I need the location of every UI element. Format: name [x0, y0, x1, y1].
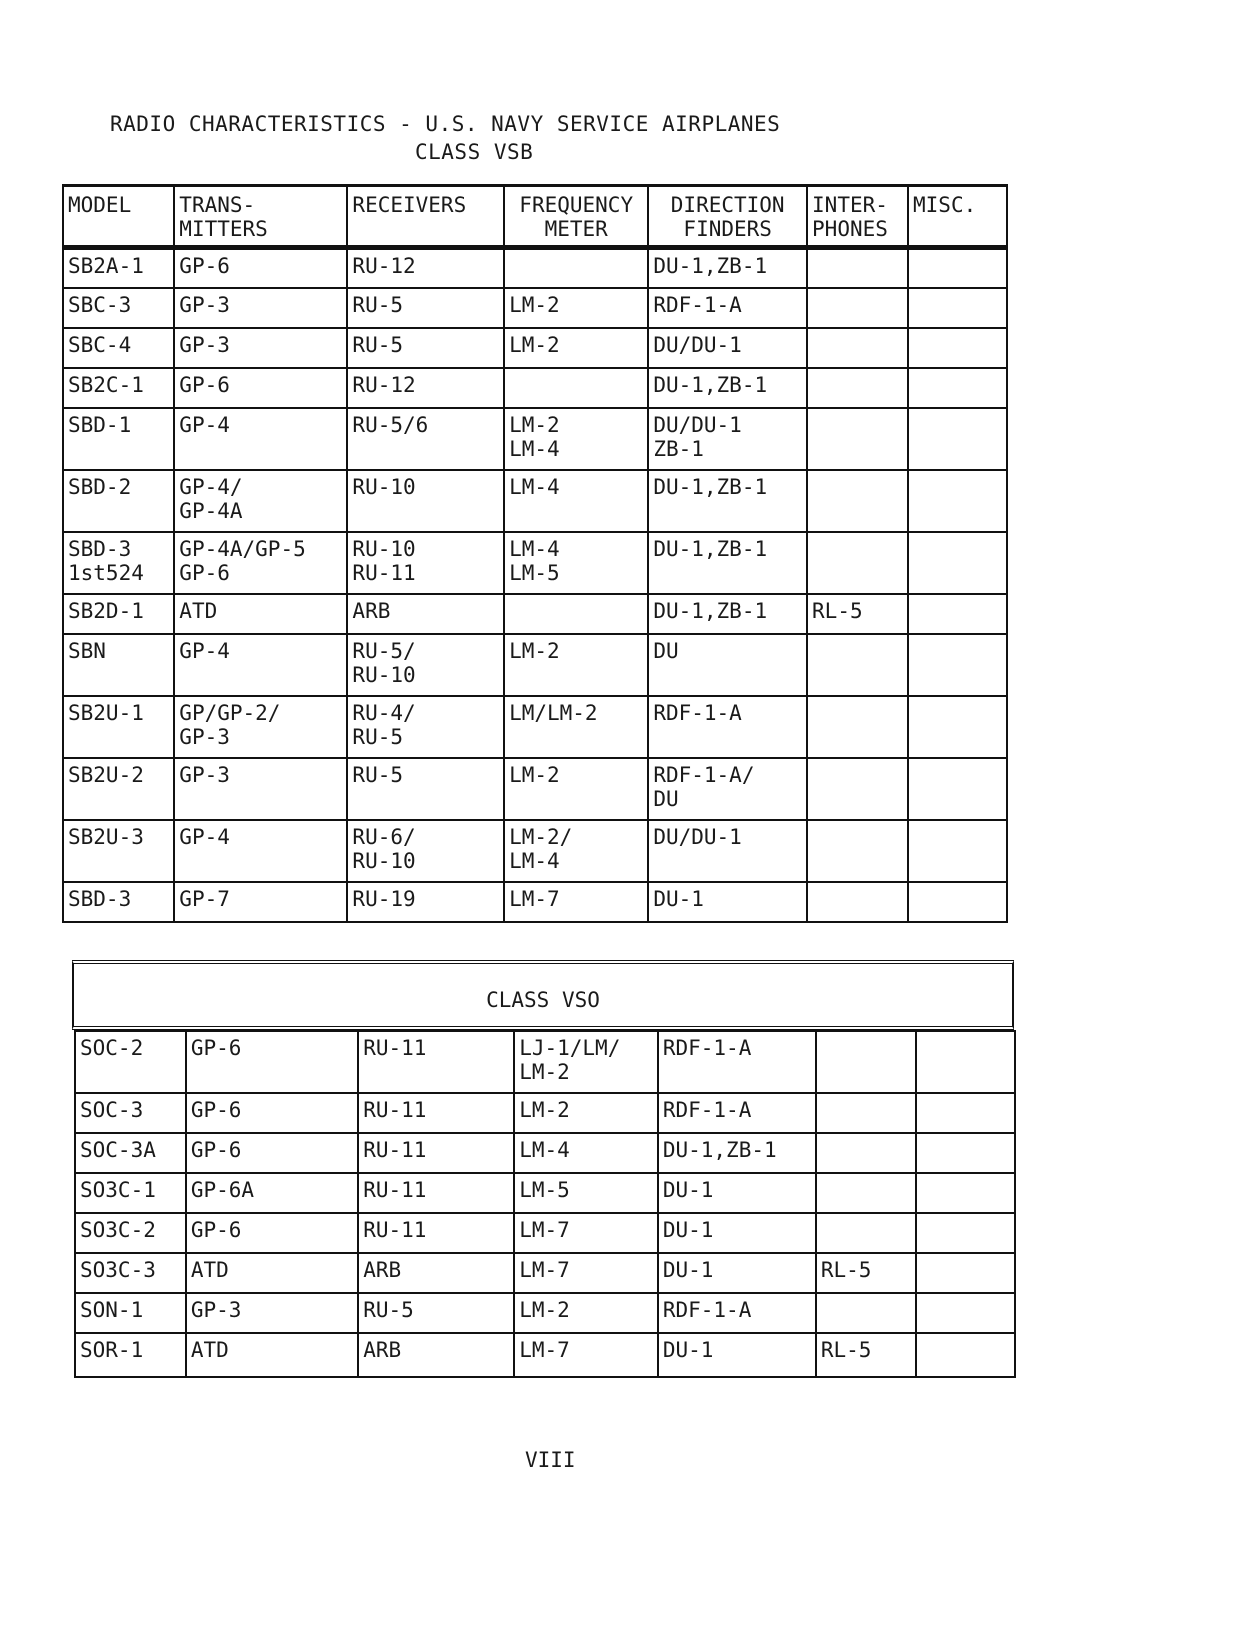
- cell-misc: [916, 1093, 1015, 1133]
- cell-model: SOC-2: [75, 1031, 186, 1093]
- cell-transmitters: GP-3: [174, 328, 347, 368]
- table-row: [75, 1293, 1015, 1333]
- cell-receivers: RU-11: [358, 1213, 514, 1253]
- cell-receivers: RU-12: [347, 248, 504, 288]
- cell-direction-finders: DU: [648, 634, 807, 696]
- cell-direction-finders: DU-1: [658, 1333, 816, 1377]
- cell-misc: [916, 1333, 1015, 1377]
- cell-transmitters: GP/GP-2/ GP-3: [174, 696, 347, 758]
- cell-receivers: RU-5/ RU-10: [347, 634, 504, 696]
- cell-direction-finders: DU-1,ZB-1: [648, 248, 807, 288]
- cell-frequency-meter: LM-7: [514, 1213, 658, 1253]
- cell-receivers: RU-5: [347, 758, 504, 820]
- table-row: [63, 634, 1007, 696]
- table-row: [63, 248, 1007, 288]
- cell-frequency-meter: LM-7: [514, 1333, 658, 1377]
- cell-frequency-meter: LM-7: [504, 882, 648, 922]
- cell-misc: [908, 758, 1007, 820]
- cell-direction-finders: DU/DU-1: [648, 820, 807, 882]
- cell-model: SB2C-1: [63, 368, 174, 408]
- cell-transmitters: GP-6: [186, 1093, 358, 1133]
- cell-model: SON-1: [75, 1293, 186, 1333]
- cell-misc: [916, 1173, 1015, 1213]
- vsb-table-body: [63, 186, 1007, 922]
- cell-receivers: RU-5: [347, 328, 504, 368]
- cell-model: SB2U-2: [63, 758, 174, 820]
- cell-frequency-meter: LM-2: [504, 328, 648, 368]
- cell-receivers: ARB: [347, 594, 504, 634]
- cell-receivers: ARB: [358, 1253, 514, 1293]
- cell-frequency-meter: LM-5: [514, 1173, 658, 1213]
- cell-misc: [916, 1253, 1015, 1293]
- table-row: [75, 1213, 1015, 1253]
- cell-direction-finders: DU-1,ZB-1: [648, 470, 807, 532]
- cell-frequency-meter: LM-2: [504, 288, 648, 328]
- cell-transmitters: GP-7: [174, 882, 347, 922]
- cell-transmitters: GP-6A: [186, 1173, 358, 1213]
- cell-model: SB2D-1: [63, 594, 174, 634]
- cell-interphones: [807, 532, 908, 594]
- class-vso-band: [72, 960, 1014, 1030]
- cell-model: SB2U-1: [63, 696, 174, 758]
- cell-direction-finders: DU-1: [648, 882, 807, 922]
- cell-frequency-meter: LM-2: [514, 1093, 658, 1133]
- column-header-misc: MISC.: [908, 186, 1007, 248]
- cell-interphones: [807, 820, 908, 882]
- cell-interphones: [816, 1173, 917, 1213]
- cell-misc: [916, 1213, 1015, 1253]
- cell-direction-finders: DU/DU-1: [648, 328, 807, 368]
- table-row: [75, 1173, 1015, 1213]
- cell-frequency-meter: LM-2: [504, 634, 648, 696]
- cell-misc: [908, 328, 1007, 368]
- cell-transmitters: GP-4: [174, 820, 347, 882]
- cell-frequency-meter: LJ-1/LM/ LM-2: [514, 1031, 658, 1093]
- table-row: [75, 1253, 1015, 1293]
- cell-frequency-meter: [504, 248, 648, 288]
- cell-misc: [916, 1293, 1015, 1333]
- cell-receivers: RU-11: [358, 1173, 514, 1213]
- cell-interphones: [807, 368, 908, 408]
- cell-direction-finders: DU-1,ZB-1: [648, 368, 807, 408]
- table-row: [63, 408, 1007, 470]
- cell-interphones: [807, 882, 908, 922]
- cell-misc: [908, 634, 1007, 696]
- cell-model: SBN: [63, 634, 174, 696]
- table-row: [63, 470, 1007, 532]
- cell-interphones: RL-5: [807, 594, 908, 634]
- cell-misc: [908, 696, 1007, 758]
- column-header-interphones: INTER- PHONES: [807, 186, 908, 248]
- table-row: [63, 758, 1007, 820]
- cell-direction-finders: DU-1,ZB-1: [658, 1133, 816, 1173]
- cell-interphones: [807, 408, 908, 470]
- cell-interphones: [816, 1213, 917, 1253]
- cell-misc: [908, 408, 1007, 470]
- cell-model: SBD-3 1st524: [63, 532, 174, 594]
- cell-receivers: RU-11: [358, 1133, 514, 1173]
- cell-receivers: RU-4/ RU-5: [347, 696, 504, 758]
- cell-direction-finders: RDF-1-A: [648, 696, 807, 758]
- cell-receivers: RU-19: [347, 882, 504, 922]
- cell-interphones: [816, 1293, 917, 1333]
- cell-receivers: RU-12: [347, 368, 504, 408]
- cell-receivers: RU-5/6: [347, 408, 504, 470]
- cell-model: SBC-4: [63, 328, 174, 368]
- table-row: [63, 328, 1007, 368]
- cell-interphones: [807, 758, 908, 820]
- cell-transmitters: GP-6: [186, 1213, 358, 1253]
- cell-model: SBD-2: [63, 470, 174, 532]
- class-vso-heading: CLASS VSO: [486, 988, 600, 1012]
- cell-direction-finders: DU-1: [658, 1213, 816, 1253]
- cell-direction-finders: DU-1,ZB-1: [648, 532, 807, 594]
- cell-model: SBC-3: [63, 288, 174, 328]
- cell-misc: [908, 820, 1007, 882]
- column-header-receivers: RECEIVERS: [347, 186, 504, 248]
- column-header-transmitters: TRANS- MITTERS: [174, 186, 347, 248]
- cell-direction-finders: RDF-1-A: [648, 288, 807, 328]
- cell-interphones: [807, 470, 908, 532]
- cell-model: SBD-3: [63, 882, 174, 922]
- cell-direction-finders: DU-1,ZB-1: [648, 594, 807, 634]
- cell-transmitters: GP-3: [186, 1293, 358, 1333]
- cell-direction-finders: DU-1: [658, 1173, 816, 1213]
- cell-receivers: ARB: [358, 1333, 514, 1377]
- vso-table-body: [75, 1031, 1015, 1377]
- vso-table: [74, 1030, 1016, 1378]
- cell-misc: [908, 532, 1007, 594]
- cell-interphones: [807, 288, 908, 328]
- class-vsb-heading: CLASS VSB: [415, 140, 534, 164]
- table-row: [63, 288, 1007, 328]
- cell-interphones: [807, 328, 908, 368]
- cell-interphones: [807, 696, 908, 758]
- table-row: [63, 820, 1007, 882]
- cell-receivers: RU-10 RU-11: [347, 532, 504, 594]
- cell-receivers: RU-6/ RU-10: [347, 820, 504, 882]
- cell-interphones: [807, 248, 908, 288]
- cell-frequency-meter: LM-4: [504, 470, 648, 532]
- page-number: VIII: [525, 1448, 576, 1472]
- cell-direction-finders: RDF-1-A: [658, 1031, 816, 1093]
- cell-misc: [908, 882, 1007, 922]
- cell-receivers: RU-10: [347, 470, 504, 532]
- cell-transmitters: GP-6: [174, 248, 347, 288]
- cell-transmitters: ATD: [174, 594, 347, 634]
- cell-model: SOC-3A: [75, 1133, 186, 1173]
- cell-model: SB2U-3: [63, 820, 174, 882]
- cell-frequency-meter: LM-2: [514, 1293, 658, 1333]
- cell-model: SO3C-1: [75, 1173, 186, 1213]
- table-row: [63, 696, 1007, 758]
- cell-interphones: [816, 1093, 917, 1133]
- cell-frequency-meter: LM-2: [504, 758, 648, 820]
- cell-frequency-meter: [504, 368, 648, 408]
- cell-misc: [908, 470, 1007, 532]
- cell-frequency-meter: LM-2 LM-4: [504, 408, 648, 470]
- cell-model: SO3C-3: [75, 1253, 186, 1293]
- cell-model: SO3C-2: [75, 1213, 186, 1253]
- cell-misc: [916, 1133, 1015, 1173]
- cell-transmitters: GP-4: [174, 634, 347, 696]
- document-title: RADIO CHARACTERISTICS - U.S. NAVY SERVICE AIRPLANES: [110, 112, 781, 136]
- cell-transmitters: GP-3: [174, 758, 347, 820]
- cell-transmitters: GP-4: [174, 408, 347, 470]
- cell-frequency-meter: LM-4 LM-5: [504, 532, 648, 594]
- cell-interphones: [816, 1031, 917, 1093]
- cell-receivers: RU-5: [347, 288, 504, 328]
- table-row: [63, 368, 1007, 408]
- vsb-table: [62, 184, 1008, 923]
- cell-model: SB2A-1: [63, 248, 174, 288]
- cell-transmitters: GP-3: [174, 288, 347, 328]
- table-row: [63, 532, 1007, 594]
- cell-transmitters: ATD: [186, 1333, 358, 1377]
- cell-interphones: RL-5: [816, 1333, 917, 1377]
- cell-model: SBD-1: [63, 408, 174, 470]
- cell-frequency-meter: [504, 594, 648, 634]
- cell-model: SOC-3: [75, 1093, 186, 1133]
- cell-misc: [908, 368, 1007, 408]
- cell-frequency-meter: LM/LM-2: [504, 696, 648, 758]
- cell-receivers: RU-11: [358, 1031, 514, 1093]
- cell-direction-finders: DU-1: [658, 1253, 816, 1293]
- cell-interphones: [807, 634, 908, 696]
- cell-misc: [908, 288, 1007, 328]
- cell-frequency-meter: LM-2/ LM-4: [504, 820, 648, 882]
- cell-interphones: [816, 1133, 917, 1173]
- table-row: [75, 1093, 1015, 1133]
- table-row: [63, 594, 1007, 634]
- cell-frequency-meter: LM-7: [514, 1253, 658, 1293]
- cell-misc: [908, 594, 1007, 634]
- cell-misc: [916, 1031, 1015, 1093]
- cell-transmitters: ATD: [186, 1253, 358, 1293]
- cell-transmitters: GP-6: [186, 1031, 358, 1093]
- table-row: [75, 1133, 1015, 1173]
- table-header-row: [63, 186, 1007, 248]
- cell-direction-finders: DU/DU-1 ZB-1: [648, 408, 807, 470]
- cell-direction-finders: RDF-1-A/ DU: [648, 758, 807, 820]
- cell-receivers: RU-11: [358, 1093, 514, 1133]
- cell-model: SOR-1: [75, 1333, 186, 1377]
- cell-transmitters: GP-4/ GP-4A: [174, 470, 347, 532]
- cell-receivers: RU-5: [358, 1293, 514, 1333]
- column-header-frequency-meter: FREQUENCY METER: [504, 186, 648, 248]
- cell-transmitters: GP-6: [174, 368, 347, 408]
- table-row: [75, 1031, 1015, 1093]
- column-header-model: MODEL: [63, 186, 174, 248]
- table-row: [75, 1333, 1015, 1377]
- cell-misc: [908, 248, 1007, 288]
- cell-interphones: RL-5: [816, 1253, 917, 1293]
- cell-frequency-meter: LM-4: [514, 1133, 658, 1173]
- cell-transmitters: GP-4A/GP-5 GP-6: [174, 532, 347, 594]
- column-header-direction-finders: DIRECTION FINDERS: [648, 186, 807, 248]
- cell-direction-finders: RDF-1-A: [658, 1293, 816, 1333]
- cell-direction-finders: RDF-1-A: [658, 1093, 816, 1133]
- cell-transmitters: GP-6: [186, 1133, 358, 1173]
- table-row: [63, 882, 1007, 922]
